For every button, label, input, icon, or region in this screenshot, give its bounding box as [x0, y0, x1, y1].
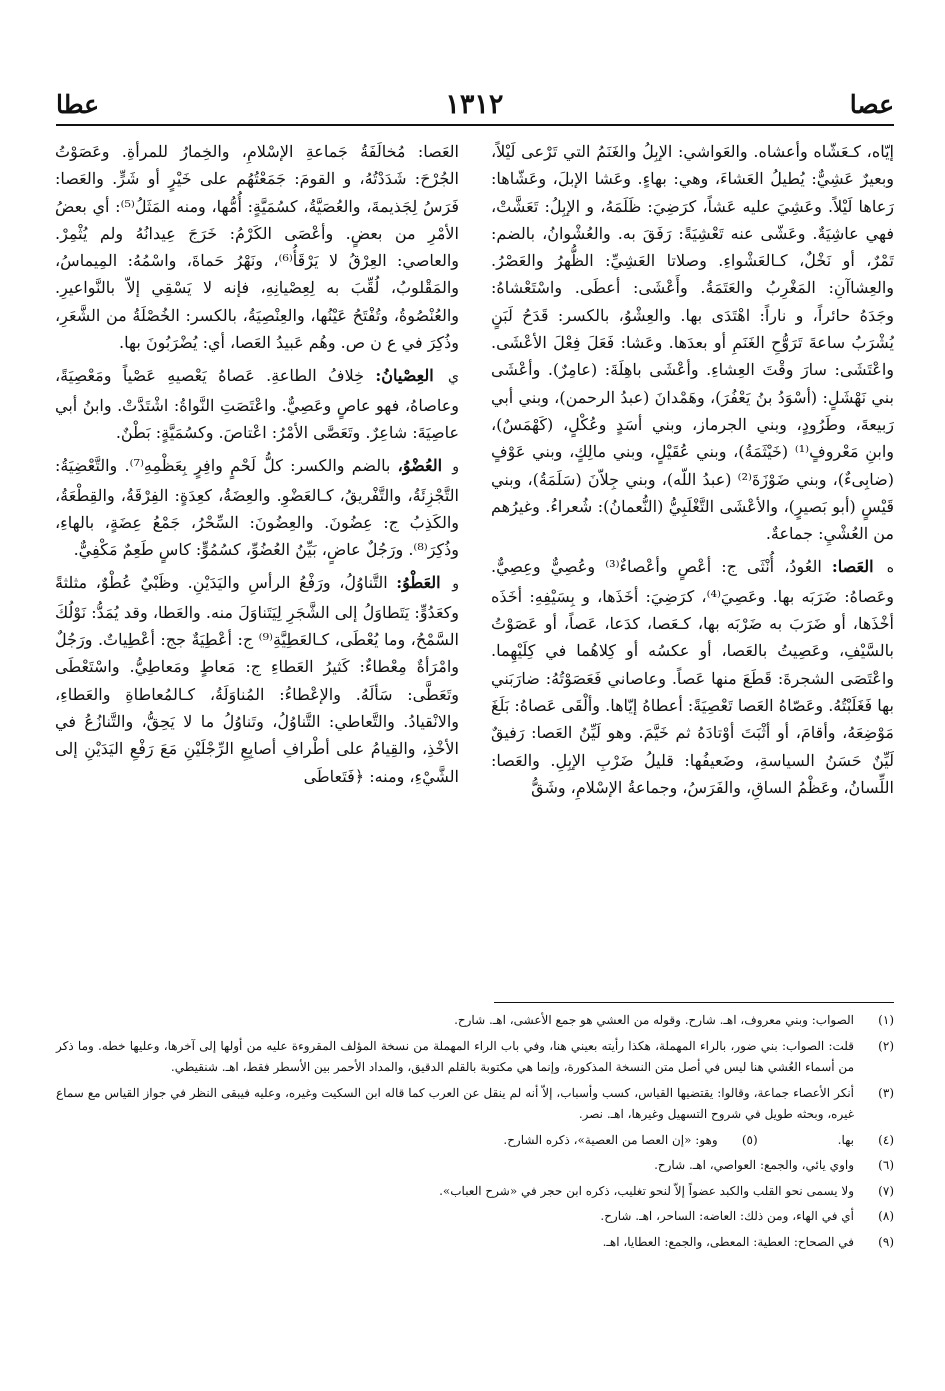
- footnote-row: [56, 1130, 894, 1156]
- footnote-text: ولا يسمى نحو القلب والكبد عضواً إلاّ لنحو تغليب، ذكره ابن حجر في «شرح العباب».: [439, 1183, 854, 1198]
- footnote: [56, 1155, 894, 1177]
- footnote-text: قلت: الصواب: بني ضور، بالراء المهملة، هكذا رأيته بعيني هنا، وفي باب الراء المهملة من نسخة المؤلف المقروءة عليه من أولها إلى آخرها، وعليها خطه. وما ذكر من أسماء العُشي هنا ليس في أصل متن النسخة المذكورة، وإنما هي مكتوبة بالقلم الدقيق، والمداد الأحمر بين الأسطر فقط، اهـ. شنقيطي.: [56, 1038, 854, 1074]
- footnote: [503, 1130, 757, 1152]
- entry-text: بالضم والكسر: كلُّ لَحْمٍ وافِرٍ بِعَظْمِهِ⁽⁷⁾. والتَّعْضِيَةُ: التَّجْزِئَةُ، والتَّفْريقُ، كـالعَضْوِ. والعِضَةُ، كعِدَةٍ: الفِرْقَةُ، والقِطْعَةُ، والكَذِبُ ج: عِضُونَ. والعِضُونَ: السِّحْرُ، جَمْعُ عِضَةٍ، بالهاءِ، وذُكِرَ⁽⁸⁾. ورَجُلٌ عاضٍ، بَيِّنُ العُضُوِّ، كسُمُوٍّ: كاسٍ طَعِمٌ مَكْفِيٌّ.: [55, 456, 459, 560]
- footnote: [56, 1232, 894, 1254]
- footnote: [56, 1083, 894, 1126]
- footnote-text: أنكر الأعصاء جماعة، وقالوا: يقتضيها القياس، كسب وأسباب، إلاّ أنه لم ينقل عن العرب كما قاله ابن السكيت وغيره، وعليه فيبقى النظر في جواز القياس مع سماع غيره، وبحثه طويل في شروح التسهيل وغيرها، اهـ. نصر.: [56, 1085, 855, 1121]
- entry-headword: العَصا:: [831, 557, 874, 577]
- entry-headword: العَطْوُ:: [396, 573, 441, 593]
- footnote: [838, 1130, 894, 1152]
- footnote-text: وهو: «إن العصا من العصية»، ذكره الشارح.: [503, 1132, 718, 1147]
- right-column: [491, 138, 894, 970]
- footnote-divider: [494, 1002, 894, 1003]
- dictionary-entry: [55, 569, 459, 789]
- entry-text: العُودُ، أُنْثَى ج: أعْصٍ وأعْصاءٌ⁽³⁾ وعُصِيٌّ وعِصِيٌّ. وعَصاهُ: ضَرَبَه بها. وعَصِيَ⁽⁴⁾، كرَضِيَ: أخَذَها، و بِسَيْفِهِ: أخَذَه أخْذَها، أو ضَرَبَ به ضَرْبَه بها، كـعَصا، كدَعا، عَصاً، أو عَصَوْتُ بالسَّيْفِ، وعَصِيتُ بالعَصا، أو عكسُه أو كِلاهُما في كِلَيْهِما. واعْتَصَى الشجرةَ: قَطَعَ منها عَصاً. وعاصاني فَعَصَوْتُهُ: ضارَبَني بها فَغَلَبْتُهُ. وعَصّاهُ العَصا تَعْصِيَةً: أعطاهُ إيّاها. وألْقَى عَصاهُ: بَلَغَ مَوْضِعَهُ، وأقامَ، أو أثْبَتَ أوْتادَهُ ثم خَيَّمَ. وهو لَيِّنُ العَصا: رَفيقٌ لَيِّنٌ حَسَنُ السياسةِ، وضَعيفُها: قليلُ ضَرْبِ الإبِلِ. والعَصا: اللِّسانُ، وعَظْمُ الساقِ، والفَرَسُ، وجماعةُ الإسْلامِ، وشَقُّ: [491, 557, 894, 797]
- footnote-number: (٧): [878, 1183, 894, 1198]
- footnote-text: في الصحاح: العطية: المعطى، والجمع: العطايا، اهـ.: [602, 1234, 854, 1249]
- entry-marker: و: [452, 459, 459, 476]
- dictionary-entry: [55, 452, 459, 563]
- entry-headword: العِصْيانُ:: [375, 366, 434, 386]
- footnote: [56, 1206, 894, 1228]
- footnote: [56, 1181, 894, 1203]
- page-number: ١٣١٢: [445, 88, 504, 120]
- footnote-text: أي في الهاء، ومن ذلك: العاضه: الساحر، اهـ. شارح.: [600, 1209, 854, 1223]
- running-head-left: عطا: [56, 89, 100, 119]
- footnote-text: واوي يائي، والجمع: العواصي، اهـ. شارح.: [654, 1158, 854, 1172]
- footnote-text: الصواب: وبني معروف، اهـ. شارح. وقوله من العشي هو جمع الأعشى، اهـ. شارح.: [454, 1013, 854, 1027]
- footnote-number: (٤): [878, 1132, 894, 1147]
- entry-marker: ي: [448, 369, 459, 386]
- entry-continuation: إيّاه، كـعَشّاه وأعشاه. والعَواشي: الإبِلُ والغَنَمُ التي تَرْعى لَيْلاً، وبعيرٌ عَشِيٌّ: يُطيلُ العَشاءَ، وهي: بهاءٍ. وعَشا الإبلَ، وعَشّاها: رَعاها لَيْلاً. وعَشِيَ عليه عَشاً، كرَضِيَ: ظَلَمَهُ، و الإبِلُ: تَعَشَّتْ، فهي عاشِيَةٌ. وعَشّى عنه تَعْشِيَةً: رَفَقَ به. والعُشْوانُ، بالضم: تَمْرٌ، أو نَخْلٌ، كـالعَشْواءِ. وصلاتا العَشِيِّ: الظُّهرُ والعَصْرُ. والعِشاآنِ: المَغْرِبُ والعَتَمَةُ. وأَعْشَى: أعطَى. واسْتَعْشاهُ: وجَدَهُ حائراً، و ناراً: اهْتَدَى بها. والعِشْوُ، بالكسر: قَدَحُ لَبَنٍ يُشْرَبُ ساعةَ تَرَوُّحِ الغَنَمِ أو بعدَها. وعَشا: فَعَلَ فِعْلَ الأعْشَى. واعْتَشَى: سارَ وقْتَ العِشاءِ. وأعْشَى باهِلَةَ: (عامِرٌ). وأعْشَى بني نَهْشَلٍ: (أسْوَدُ بنُ يَعْفُرَ)، وهَمْدانَ (عبدُ الرحمن)، وبني أبي رَبيعةَ، وطَرُودٍ، وبني الجرماز، وبني أسَدٍ وعُكْلٍ، (كَهْمَسٌ)، وابنِ مَعْروفٍ⁽¹⁾ (خَيْثَمَةُ)، وبني عُقَيْلٍ، وبني مالِكٍ، وبني عَوْفٍ (ضابِىءٌ)، وبني ضَوْزَةَ⁽²⁾ (عبدُ اللّه)، وبني جِلاّنَ (سَلَمَةُ)، وبني قَيْسٍ (أبو بَصيرٍ)، والأعْشَى التَّغْلَبِيُّ (النُّعمانُ): شُعراءُ. وغيرُهم من العُشْيِ: جماعةٌ.: [491, 142, 894, 544]
- dictionary-entry: [55, 362, 459, 446]
- footnote-number: (٣): [878, 1085, 894, 1100]
- entry-marker: و: [452, 576, 459, 593]
- dictionary-entry: [491, 553, 894, 801]
- entry-marker: ه: [886, 560, 894, 577]
- entry-continuation: العَصا: مُخالَفَةُ جَماعةِ الإسْلامِ، والخِمارُ للمرأةِ. وعَصَوْتُ الجُرْحَ: شَدَدْتُهُ، و القومَ: جَمَعْتُهُم على خَيْرٍ أو شَرٍّ. والعَصا: فَرَسُ لِجَذيمةَ، والعُصَيَّةُ، كسُمَيَّةٍ: أُمُّها، ومنه المَثَلُ⁽⁵⁾: أي بعضُ الأمْرِ من بعضٍ. وأعْصَى الكَرْمُ: خَرَجَ عِيدانُهُ ولم يُثْمِرْ. والعاصي: العِرْقُ لا يَرْقَأُ⁽⁶⁾، ونَهْرُ حَماةَ، واسْمُهُ: المِيماسُ، والمَقْلوبُ، لُقِّبَ به لِعِصْيانِهِ، فإنه لا يَسْقِي إلاّ بالنَّواعيرِ. والعُنْصُوةُ، وتُفْتَحُ عَيْنُها، والعِنْصِيَةُ، بالكسر: الخُصْلَةُ من الشَّعَرِ، وذُكِرَ في ع ن ص. وهُم عَبيدُ العَصا، أي: يُضْرَبُونَ بها.: [55, 142, 459, 353]
- entry-headword: العُضْوُ،: [397, 456, 443, 476]
- footnote-text: بها.: [837, 1132, 854, 1147]
- footnote-number: (٨): [878, 1209, 894, 1223]
- footnote-number: (٦): [878, 1158, 894, 1172]
- entry-text: خِلافُ الطاعةِ. عَصاهُ يَعْصيهِ عَصْياً ومَعْصِيَةً، وعاصاهُ، فهو عاصٍ وعَصِيٌّ. واعْتَصَتِ النَّواةُ: اشْتَدَّتْ. وابنُ أبي عاصِيَةَ: شاعِرٌ. وتَعَصَّى الأمْرُ: اعْتاصَ. وكسُمَيَّةٍ: بَطْنٌ.: [55, 366, 459, 442]
- footnote: [56, 1010, 894, 1032]
- footnote: [56, 1036, 894, 1079]
- footnote-number: (١): [878, 1013, 894, 1027]
- footnote-number: (٩): [878, 1234, 894, 1249]
- running-head-right: عصا: [849, 89, 894, 119]
- footnote-number: (٥): [741, 1132, 758, 1147]
- entry-text: التَّناوُلُ، ورَفْعُ الرأسِ واليَدَيْنِ. وظَبْيٌ عُطْوٌ، مثلثةً وكعَدُوٍّ: يَتَطاوَلُ إلى الشَّجَرِ لِيَتَناوَلَ منه. والعَطا، وقد يُمَدُّ: نَوْلُكَ السَّمْحُ، وما يُعْطَى، كـالعَطِيَّةِ⁽⁹⁾ ج: أعْطِيَةٌ جج: أعْطِياتٌ. ورَجُلٌ وامْرَأةٌ مِعْطاءٌ: كَثيرُ العَطاءِ ج: مَعاطٍ ومَعاطِيُّ. واسْتَعْطَى وتَعَطَّى: سَألَهُ. والإعْطاءُ: المُناوَلَةُ، كـالمُعاطاةِ والعَطاءِ، والانْقيادُ. والتَّعاطي: التَّناوُلُ، وتَناوُلُ ما لا يَحِقُّ، والتَّنازُعُ في الأخْذِ، والقِيامُ على أطْرافِ أصابِعِ الرِّجْلَيْنِ مَعَ رَفْعِ اليَدَيْنِ إلى الشَّيْءِ، ومنه: ﴿فَتَعاطَى: [55, 573, 459, 786]
- footnote-number: (٢): [878, 1038, 894, 1053]
- footnotes: [56, 1010, 894, 1257]
- left-column: [55, 138, 459, 970]
- page-header: [56, 84, 894, 126]
